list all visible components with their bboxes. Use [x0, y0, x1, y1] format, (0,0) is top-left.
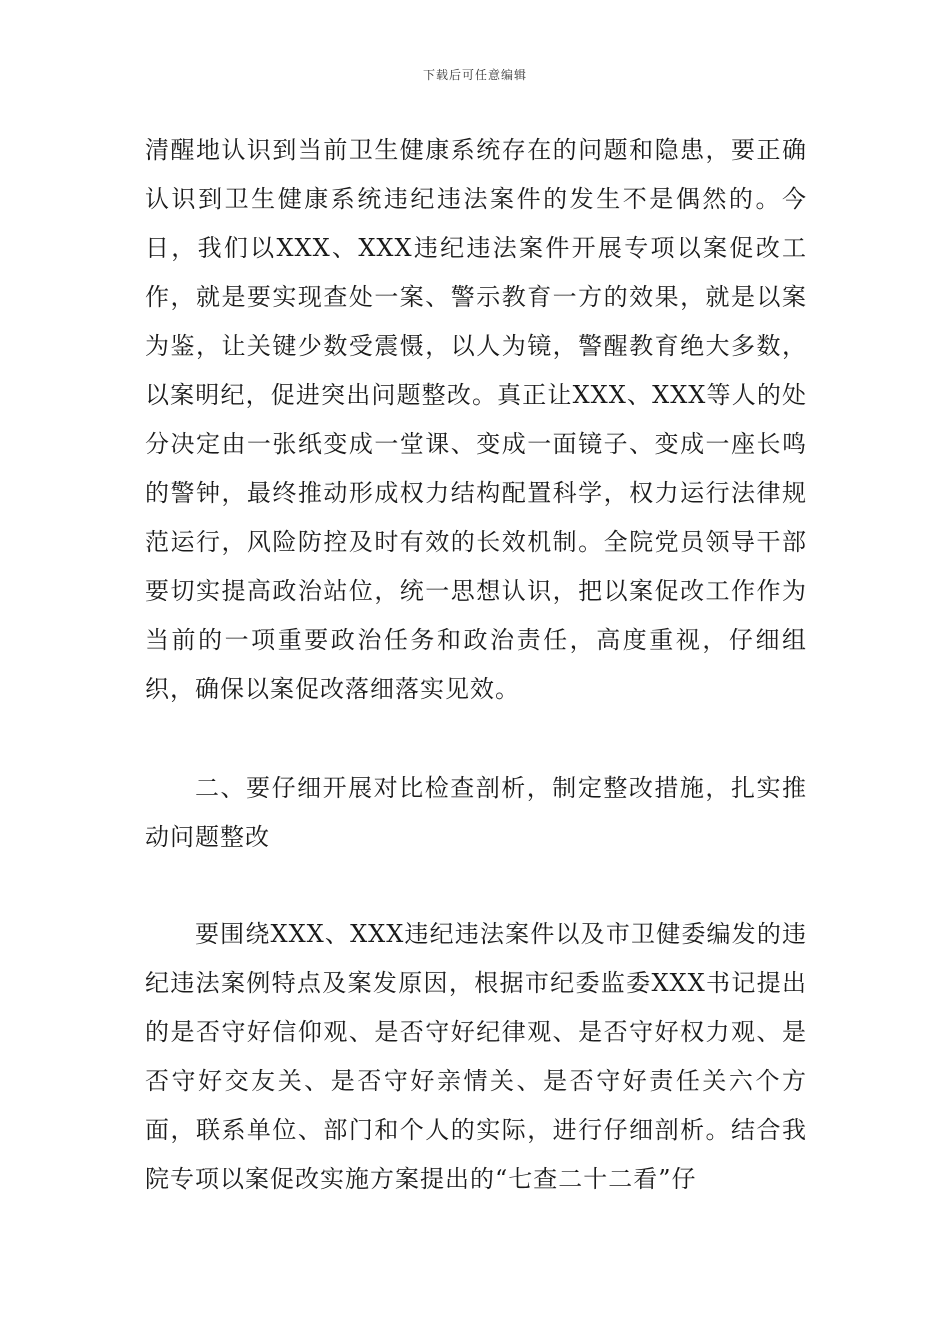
body-paragraph-2: 要围绕XXX、XXX违纪违法案件以及市卫健委编发的违纪违法案例特点及案发原因，根据市纪委监委XXX书记提出的是否守好信仰观、是否守好纪律观、是否守好权力观、是否守好交友关、是否守好亲情关、是否守好责任关六个方面，联系单位、部门和个人的实际，进行仔细剖析。结合我院专项以案促改实施方案提出的“七查二十二看”仔	[145, 920, 807, 1193]
page-header: 下载后可任意编辑	[422, 68, 527, 82]
document-body	[145, 126, 807, 1204]
body-paragraph-1: 清醒地认识到当前卫生健康系统存在的问题和隐患，要正确认识到卫生健康系统违纪违法案件的发生不是偶然的。今日，我们以XXX、XXX违纪违法案件开展专项以案促改工作，就是要实现查处一案、警示教育一方的效果，就是以案为鉴，让关键少数受震慑，以人为镜，警醒教育绝大多数，以案明纪，促进突出问题整改。真正让XXX、XXX等人的处分决定由一张纸变成一堂课、变成一面镜子、变成一座长鸣的警钟，最终推动形成权力结构配置科学，权力运行法律规范运行，风险防控及时有效的长效机制。全院党员领导干部要切实提高政治站位，统一思想认识，把以案促改工作作为当前的一项重要政治任务和政治责任，高度重视，仔细组织，确保以案促改落细落实见效。	[145, 136, 807, 703]
section-heading-2: 二、要仔细开展对比检查剖析，制定整改措施，扎实推动问题整改	[145, 774, 807, 851]
